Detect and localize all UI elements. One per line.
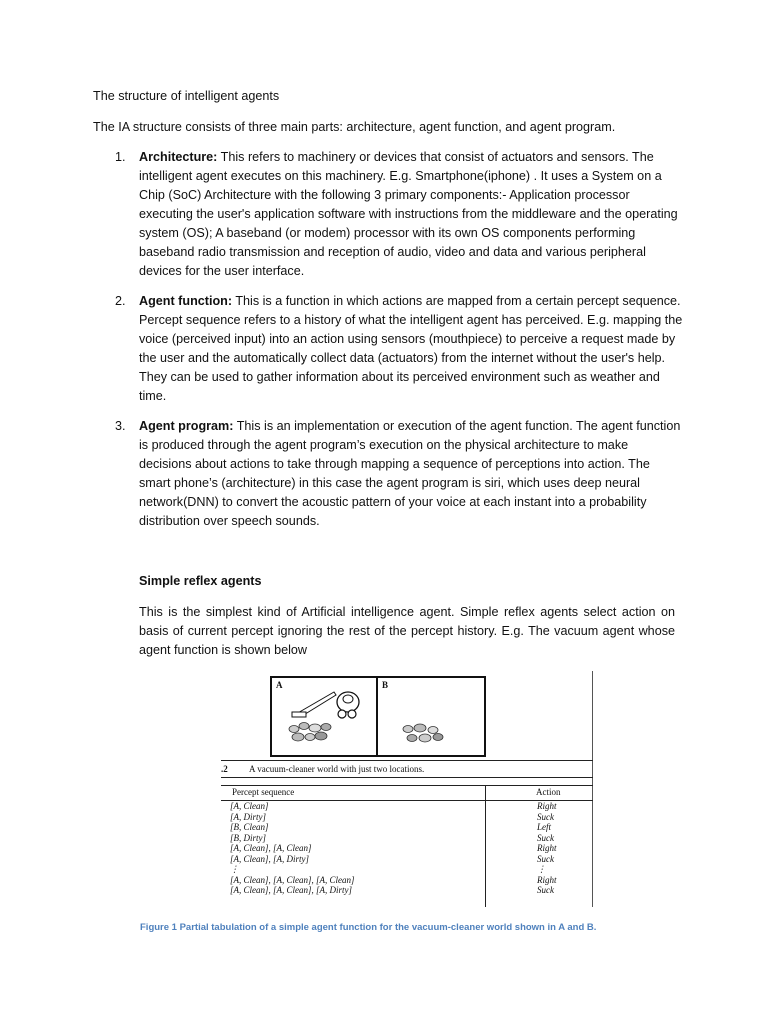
list-term: Agent function:	[139, 294, 233, 308]
action-cell: Left	[537, 822, 552, 832]
list-item-agent-function	[93, 292, 683, 406]
action-cell: Right	[537, 801, 557, 811]
location-divider	[376, 678, 378, 755]
figure-caption: Figure 1 Partial tabulation of a simple agent function for the vacuum-cleaner world shown in A and B.	[140, 922, 597, 933]
list-text: This is an implementation or execution of the agent function. The agent function is produced through the agent program’s execution on the physical architecture to make decisions about actions to take through mapping a sequence of perceptions into action. The smart phone’s (architecture) in this case the agent program is siri, which uses deep neural network(DNN) to convert the acoustic pattern of your voice at each instant into a probability distribution over speech sounds.	[139, 419, 681, 528]
figure-inner-caption-number: .2	[221, 764, 228, 774]
list-number: 3.	[115, 419, 126, 433]
action-cell: Right	[537, 874, 557, 885]
dirt-pile-b-icon	[400, 722, 450, 746]
action-cell: Suck	[537, 811, 554, 822]
agent-function-table	[221, 785, 593, 896]
table-row	[221, 833, 593, 844]
figure-inner-caption	[221, 760, 593, 778]
vacuum-world-illustration	[270, 676, 486, 757]
percept-cell: [A, Dirty]	[230, 811, 266, 822]
table-row	[221, 822, 593, 833]
components-list	[93, 148, 683, 542]
action-cell: Right	[537, 843, 557, 853]
table-row	[221, 875, 593, 886]
table-body	[221, 801, 593, 896]
table-row	[221, 885, 593, 896]
table-row	[221, 801, 593, 812]
action-cell: Suck	[537, 853, 554, 864]
list-item-architecture	[93, 148, 683, 281]
action-cell: Suck	[537, 832, 554, 843]
section-heading: Simple reflex agents	[139, 574, 262, 588]
list-term: Architecture:	[139, 150, 218, 164]
location-b-label: B	[382, 680, 389, 690]
list-term: Agent program:	[139, 419, 234, 433]
percept-cell: [A, Clean], [A, Dirty]	[230, 853, 310, 864]
list-text: This is a function in which actions are mapped from a certain percept sequence. Percept sequence refers to a history of what the intelligent agent has perceived. E.g. mapping the voice (perceived input) into an action using sensors (mouthpiece) to perceive a request made by the user and the automatically collect data (actuators) from the internet without the user's help. They can be used to gather information about its perceived environment such as weather and time.	[139, 294, 683, 403]
table-header-percept: Percept sequence	[232, 787, 295, 797]
percept-cell: [A, Clean], [A, Clean], [A, Dirty]	[230, 885, 353, 895]
document-title: The structure of intelligent agents	[93, 89, 280, 103]
dirt-pile-a-icon	[286, 720, 336, 744]
table-row	[221, 854, 593, 865]
table-row	[221, 843, 593, 854]
table-header	[221, 785, 593, 801]
table-row	[221, 812, 593, 823]
list-number: 1.	[115, 150, 126, 164]
list-item-agent-program	[93, 417, 683, 531]
percept-cell: [A, Clean], [A, Clean]	[230, 843, 312, 853]
figure-inner-caption-text: A vacuum-cleaner world with just two locations.	[249, 764, 425, 774]
intro-paragraph: The IA structure consists of three main parts: architecture, agent function, and agent program.	[93, 120, 616, 134]
vacuum-world-figure	[221, 671, 593, 907]
list-number: 2.	[115, 294, 126, 308]
table-header-action: Action	[536, 787, 561, 797]
percept-cell: [A, Clean], [A, Clean], [A, Clean]	[230, 874, 355, 885]
percept-cell: [B, Dirty]	[230, 832, 266, 843]
percept-cell: ⋮	[230, 864, 239, 874]
table-row	[221, 864, 593, 875]
action-cell: Suck	[537, 885, 554, 895]
section-paragraph: This is the simplest kind of Artificial intelligence agent. Simple reflex agents select action on basis of current percept ignoring the rest of the percept history. E.g. The vacuum agent whose agent function is shown below	[139, 605, 675, 657]
action-cell: ⋮	[537, 864, 546, 874]
percept-cell: [B, Clean]	[230, 822, 269, 832]
percept-cell: [A, Clean]	[230, 801, 269, 811]
location-a-label: A	[276, 680, 283, 690]
list-text: This refers to machinery or devices that consist of actuators and sensors. The intelligent agent executes on this machinery. E.g. Smartphone(iphone) . It uses a System on a Chip (SoC) Architecture with the following 3 primary components:- Application processor executing the user's application software with instructions from the middleware and the operating system (OS); A baseband (or modem) processor with its own OS components performing baseband radio transmission and reception of audio, video and data and various peripheral devices for the user interface.	[139, 150, 678, 278]
